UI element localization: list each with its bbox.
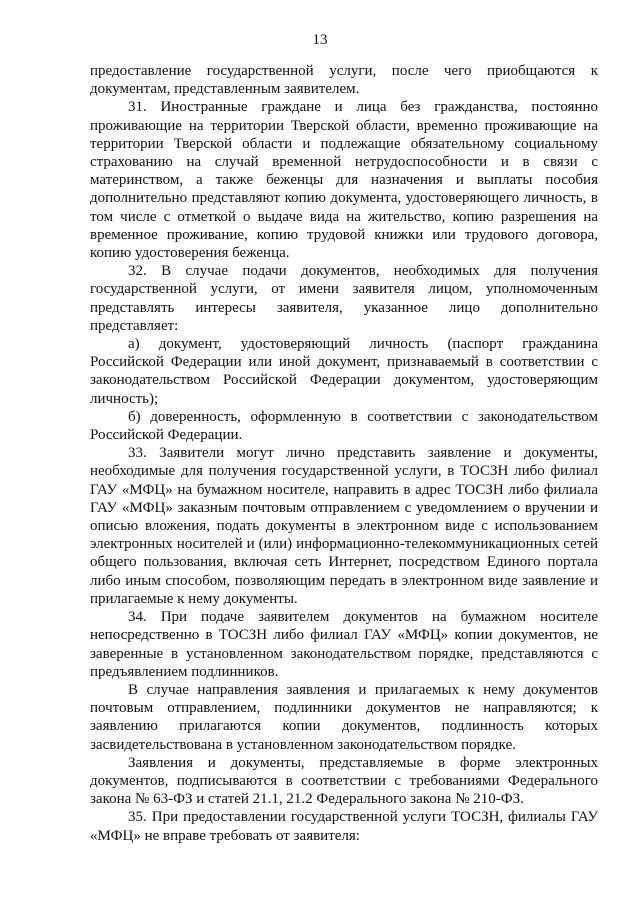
paragraph-34-postal-submission: В случае направления заявления и прилагаемых к нему документов почтовым отправлением, подлинники документов не направляются; к заявлению прилагаются копии документов, подлинность которых засвидетельствована в установленном законодательством порядке. (90, 681, 598, 753)
paragraph-34-electronic-submission: Заявления и документы, представляемые в форме электронных документов, подписываются в соответствии с требованиями Федерального закона № 63-ФЗ и статей 21.1, 21.2 Федерального закона № 210-ФЗ. (90, 754, 598, 808)
paragraph-continuation: предоставление государственной услуги, после чего приобщаются к документам, представленным заявителем. (90, 63, 598, 98)
paragraph-35-prohibited-requirements: 35. При предоставлении государственной услуги ТОСЗН, филиалы ГАУ «МФЦ» не вправе требовать от заявителя: (90, 809, 598, 844)
paragraph-32b-power-of-attorney: б) доверенность, оформленную в соответствии с законодательством Российской Федерации. (90, 408, 598, 444)
paragraph-32a-identity-document: а) документ, удостоверяющий личность (паспорт гражданина Российской Федерации или иной документ, признаваемый в соответствии с законодательством Российской Федерации документом, удостоверяющим личность); (90, 336, 598, 407)
page-number: 13 (312, 32, 328, 48)
document-body (90, 62, 598, 845)
paragraph-32-representative: 32. В случае подачи документов, необходимых для получения государственной услуги, от имени заявителя лицом, уполномоченным представлять интересы заявителя, указанное лицо дополнительно представляет: (90, 263, 598, 334)
paragraph-34-paper-submission: 34. При подаче заявителем документов на бумажном носителе непосредственно в ТОСЗН либо филиал ГАУ «МФЦ» копии документов, не заверенные в установленном законодательством порядке, представляются с предъявлением подлинников. (90, 609, 598, 680)
paragraph-33-submission-methods: 33. Заявители могут лично представить заявление и документы, необходимые для получения государственной услуги, в ТОСЗН либо филиал ГАУ «МФЦ» на бумажном носителе, направить в адрес ТОСЗН либо филиала ГАУ «МФЦ» заказным почтовым отправлением с уведомлением о вручении и описью вложения, подать документы в электронном виде с использованием электронных носителей и (или) информационно-телекоммуникационных сетей общего пользования, включая сеть Интернет, посредством Единого портала либо иным способом, позволяющим передать в электронном виде заявление и прилагаемые к нему документы. (90, 445, 598, 607)
paragraph-31-foreign-citizens: 31. Иностранные граждане и лица без гражданства, постоянно проживающие на территории Тверской области, временно проживающие на территории Тверской области и подлежащие обязательному социальному страхованию на случай временной нетрудоспособности и в связи с материнством, а также беженцы для назначения и выплаты пособия дополнительно представляют копию документа, удостоверяющего личность, в том числе с отметкой о выдаче вида на жительство, копию разрешения на временное проживание, копию трудовой книжки или трудового договора, копию удостоверения беженца. (90, 99, 598, 262)
